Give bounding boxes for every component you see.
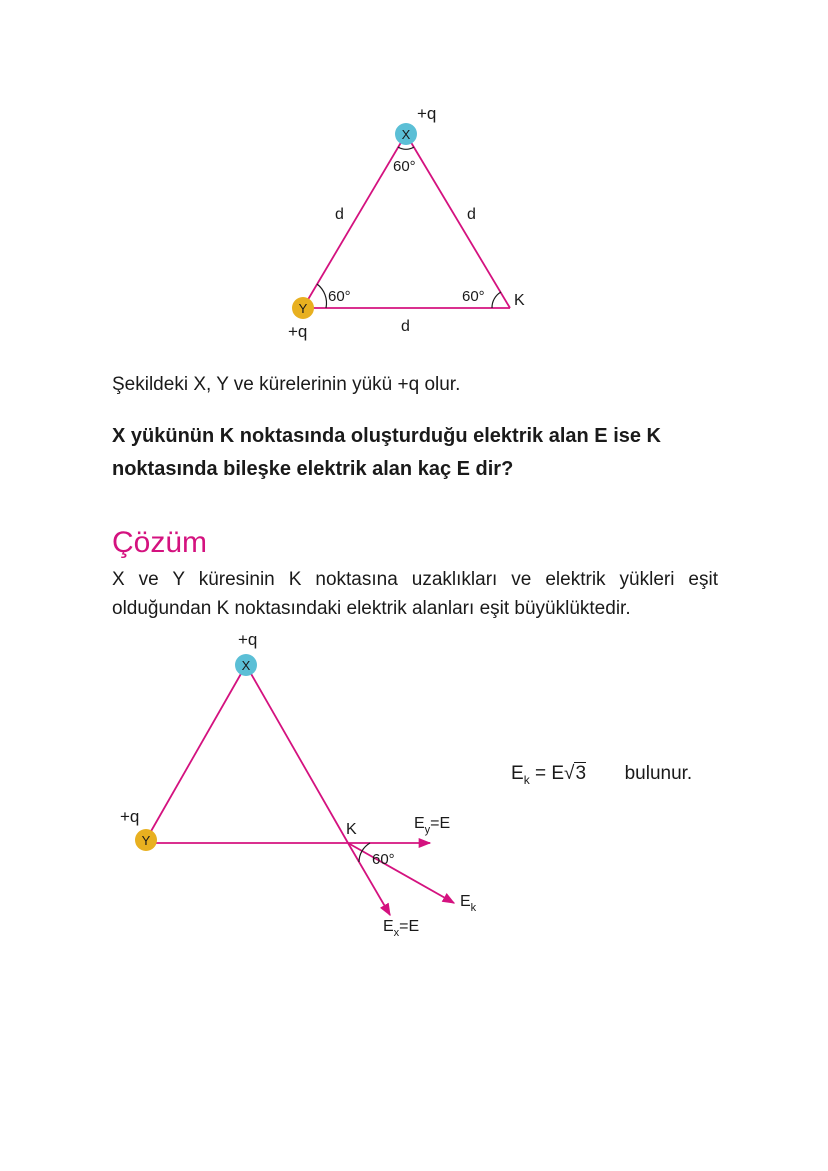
sqrt-sign: √ <box>564 763 575 784</box>
charge-y-value: +q <box>120 807 140 826</box>
problem-statement: Şekildeki X, Y ve kürelerinin yükü +q olur. <box>112 374 461 395</box>
side-xk <box>406 134 510 308</box>
result-suffix: bulunur. <box>624 763 693 784</box>
side-bottom-label: d <box>401 318 410 335</box>
angle-arc-k <box>492 292 501 308</box>
charge-y-label: Y <box>141 833 151 848</box>
field-vector-figure <box>0 620 828 950</box>
charge-y-value: +q <box>288 322 308 341</box>
angle-y-label: 60° <box>328 288 351 305</box>
side-xy <box>303 134 406 308</box>
angle-arc-y <box>317 284 327 308</box>
result-equals: = E <box>529 763 565 784</box>
side-left-label: d <box>335 206 344 223</box>
angle-x-label: 60° <box>393 158 416 175</box>
charge-y-label: Y <box>298 301 308 316</box>
angle-arc-x <box>398 147 414 149</box>
side-right-label: d <box>467 206 476 223</box>
charge-x-value: +q <box>417 104 437 123</box>
angle-label: 60° <box>372 851 395 868</box>
ey-label: $E_y=E$ <box>414 815 451 836</box>
result-lhs: E <box>511 763 524 784</box>
side-xk <box>246 665 348 843</box>
vector-ek <box>348 843 454 903</box>
solution-text: X ve Y küresinin K noktasına uzaklıkları ve elektrik yükleri eşit olduğundan K noktasındaki elektrik alanları eşit büyüklüktedir. <box>112 569 718 619</box>
problem-question: X yükünün K noktasında oluşturduğu elektrik alan E ise K noktasında bileşke elektrik alan kaç E dir? <box>112 425 661 480</box>
point-k-label: K <box>346 821 357 838</box>
result-equation <box>511 763 692 787</box>
charge-x-label: X <box>401 127 411 142</box>
sqrt-arg: 3 <box>575 763 587 784</box>
angle-k-label: 60° <box>462 288 485 305</box>
ek-label: $E_k$ <box>460 893 477 914</box>
triangle-figure <box>0 0 828 360</box>
point-k-label: K <box>514 292 525 309</box>
side-xy <box>146 665 246 840</box>
result-lhs-sub: k <box>523 772 530 787</box>
charge-x-label: X <box>241 658 251 673</box>
charge-x-value: +q <box>238 630 258 649</box>
solution-heading: Çözüm <box>112 526 208 559</box>
ex-label: $E_x=E$ <box>383 918 420 939</box>
